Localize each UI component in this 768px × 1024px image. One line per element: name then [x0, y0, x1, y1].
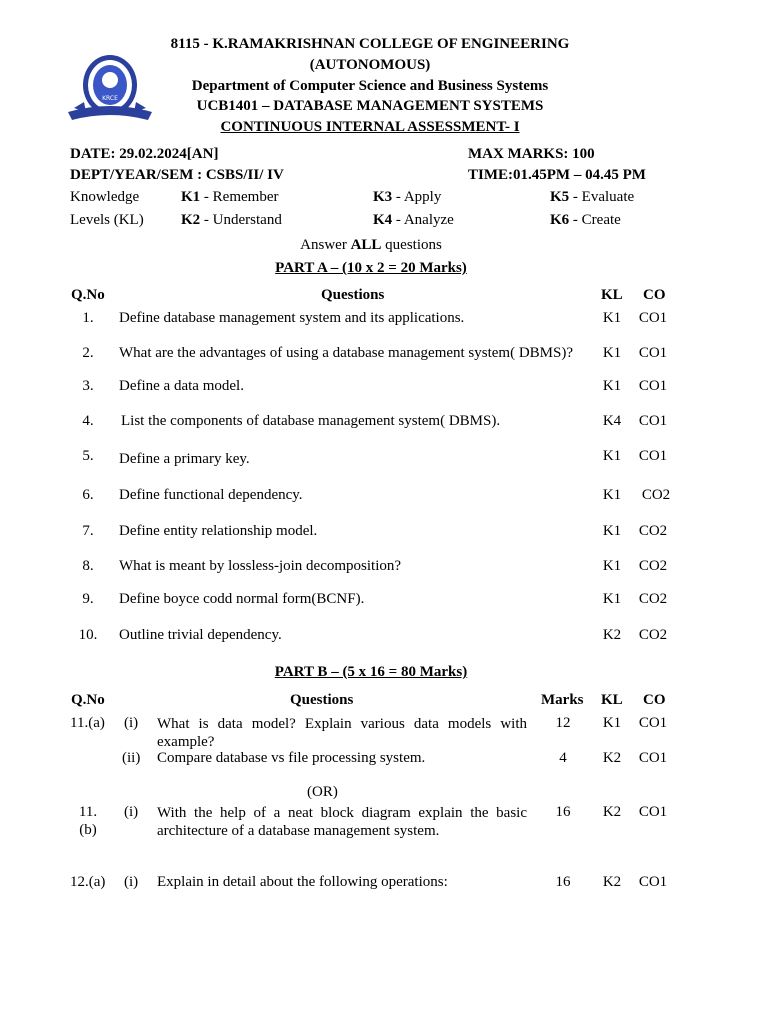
question-text: Define a data model. [119, 378, 244, 394]
kl-label-line1: Knowledge [70, 189, 140, 205]
question-co: CO1 [638, 874, 668, 890]
question-kl: K1 [602, 558, 622, 574]
exam-time: TIME:01.45PM – 04.45 PM [468, 167, 646, 183]
kl-k4: K4 - Analyze [373, 212, 454, 228]
question-number: 3. [82, 378, 94, 394]
svg-text:KRCE: KRCE [102, 95, 118, 102]
question-number: 11.(a) [70, 715, 105, 731]
question-number: 6. [82, 487, 94, 503]
sub-question-number: (i) [124, 874, 139, 890]
part-b-questions-header: Questions [290, 692, 354, 708]
question-marks: 12 [555, 715, 571, 731]
question-number: 12.(a) [70, 874, 106, 890]
or-separator: (OR) [307, 784, 338, 800]
question-co: CO1 [638, 804, 668, 820]
question-kl: K1 [602, 345, 622, 361]
question-number-suffix: (b) [79, 822, 97, 838]
question-co: CO2 [638, 523, 668, 539]
question-co: CO1 [638, 413, 668, 429]
question-text: Define boyce codd normal form(BCNF). [119, 591, 365, 607]
part-a-kl-header: KL [601, 287, 623, 303]
question-text: Compare database vs file processing system. [157, 750, 426, 766]
question-co: CO2 [641, 487, 671, 503]
college-name: 8115 - K.RAMAKRISHNAN COLLEGE OF ENGINEERING [170, 36, 570, 52]
question-co: CO1 [638, 750, 668, 766]
question-kl: K1 [602, 591, 622, 607]
question-co: CO1 [638, 310, 668, 326]
question-co: CO1 [638, 378, 668, 394]
question-marks: 16 [555, 874, 571, 890]
course-title: UCB1401 – DATABASE MANAGEMENT SYSTEMS [196, 98, 544, 114]
question-kl: K1 [602, 523, 622, 539]
question-kl: K1 [602, 448, 622, 464]
question-co: CO2 [638, 627, 668, 643]
question-co: CO1 [638, 345, 668, 361]
part-b-kl-header: KL [601, 692, 623, 708]
part-b-title: PART B – (5 x 16 = 80 Marks) [274, 664, 468, 680]
question-marks: 16 [555, 804, 571, 820]
question-kl: K2 [602, 627, 622, 643]
exam-date: DATE: 29.02.2024[AN] [70, 146, 219, 162]
question-co: CO1 [638, 715, 668, 731]
question-text: Define entity relationship model. [119, 523, 318, 539]
question-text: What is meant by lossless-join decomposition? [119, 558, 402, 574]
kl-k5: K5 - Evaluate [550, 189, 635, 205]
kl-k1: K1 - Remember [181, 189, 279, 205]
autonomous-label: (AUTONOMOUS) [309, 57, 431, 73]
exam-title: CONTINUOUS INTERNAL ASSESSMENT- I [220, 119, 520, 135]
question-kl: K1 [602, 487, 622, 503]
part-a-co-header: CO [643, 287, 666, 303]
question-co: CO2 [638, 558, 668, 574]
question-number: 11. [78, 804, 98, 820]
question-text: Explain in detail about the following operations: [157, 874, 448, 890]
question-kl: K1 [602, 310, 622, 326]
sub-question-number: (ii) [122, 750, 141, 766]
question-number: 10. [78, 627, 98, 643]
question-text: Define database management system and its applications. [119, 310, 465, 326]
question-text: Define functional dependency. [119, 487, 303, 503]
question-kl: K2 [602, 750, 622, 766]
question-kl: K2 [602, 874, 622, 890]
max-marks: MAX MARKS: 100 [468, 146, 595, 162]
kl-label-line2: Levels (KL) [70, 212, 144, 228]
question-text: Define a primary key. [119, 451, 250, 467]
exam-title-wrap [120, 117, 620, 138]
part-b-qno-header: Q.No [71, 692, 105, 708]
question-number: 5. [82, 448, 94, 464]
question-number: 4. [82, 413, 94, 429]
question-text: List the components of database management system( DBMS). [121, 413, 501, 429]
question-text: With the help of a neat block diagram explain the basic architecture of a database management system. [157, 805, 527, 839]
dept-year-sem: DEPT/YEAR/SEM : CSBS/II/ IV [70, 167, 284, 183]
question-number: 1. [82, 310, 94, 326]
kl-k6: K6 - Create [550, 212, 621, 228]
kl-k3: K3 - Apply [373, 189, 442, 205]
part-a-questions-header: Questions [321, 287, 385, 303]
question-kl: K1 [602, 715, 622, 731]
question-number: 7. [82, 523, 94, 539]
question-number: 9. [82, 591, 94, 607]
question-number: 2. [82, 345, 94, 361]
part-a-title: PART A – (10 x 2 = 20 Marks) [275, 260, 467, 276]
kl-k2: K2 - Understand [181, 212, 282, 228]
question-text: What is data model? Explain various data models with example? [157, 716, 527, 750]
instruction: Answer ALL questions [300, 237, 442, 253]
part-b-co-header: CO [643, 692, 666, 708]
question-co: CO2 [638, 591, 668, 607]
question-text: What are the advantages of using a database management system( DBMS)? [119, 345, 574, 361]
question-co: CO1 [638, 448, 668, 464]
question-number: 8. [82, 558, 94, 574]
department-name: Department of Computer Science and Business Systems [191, 78, 549, 94]
question-kl: K1 [602, 378, 622, 394]
question-text: Outline trivial dependency. [119, 627, 282, 643]
question-marks: 4 [559, 750, 567, 766]
question-kl: K4 [602, 413, 622, 429]
question-kl: K2 [602, 804, 622, 820]
part-a-qno-header: Q.No [71, 287, 105, 303]
sub-question-number: (i) [124, 804, 139, 820]
sub-question-number: (i) [124, 715, 139, 731]
part-b-marks-header: Marks [541, 692, 584, 708]
